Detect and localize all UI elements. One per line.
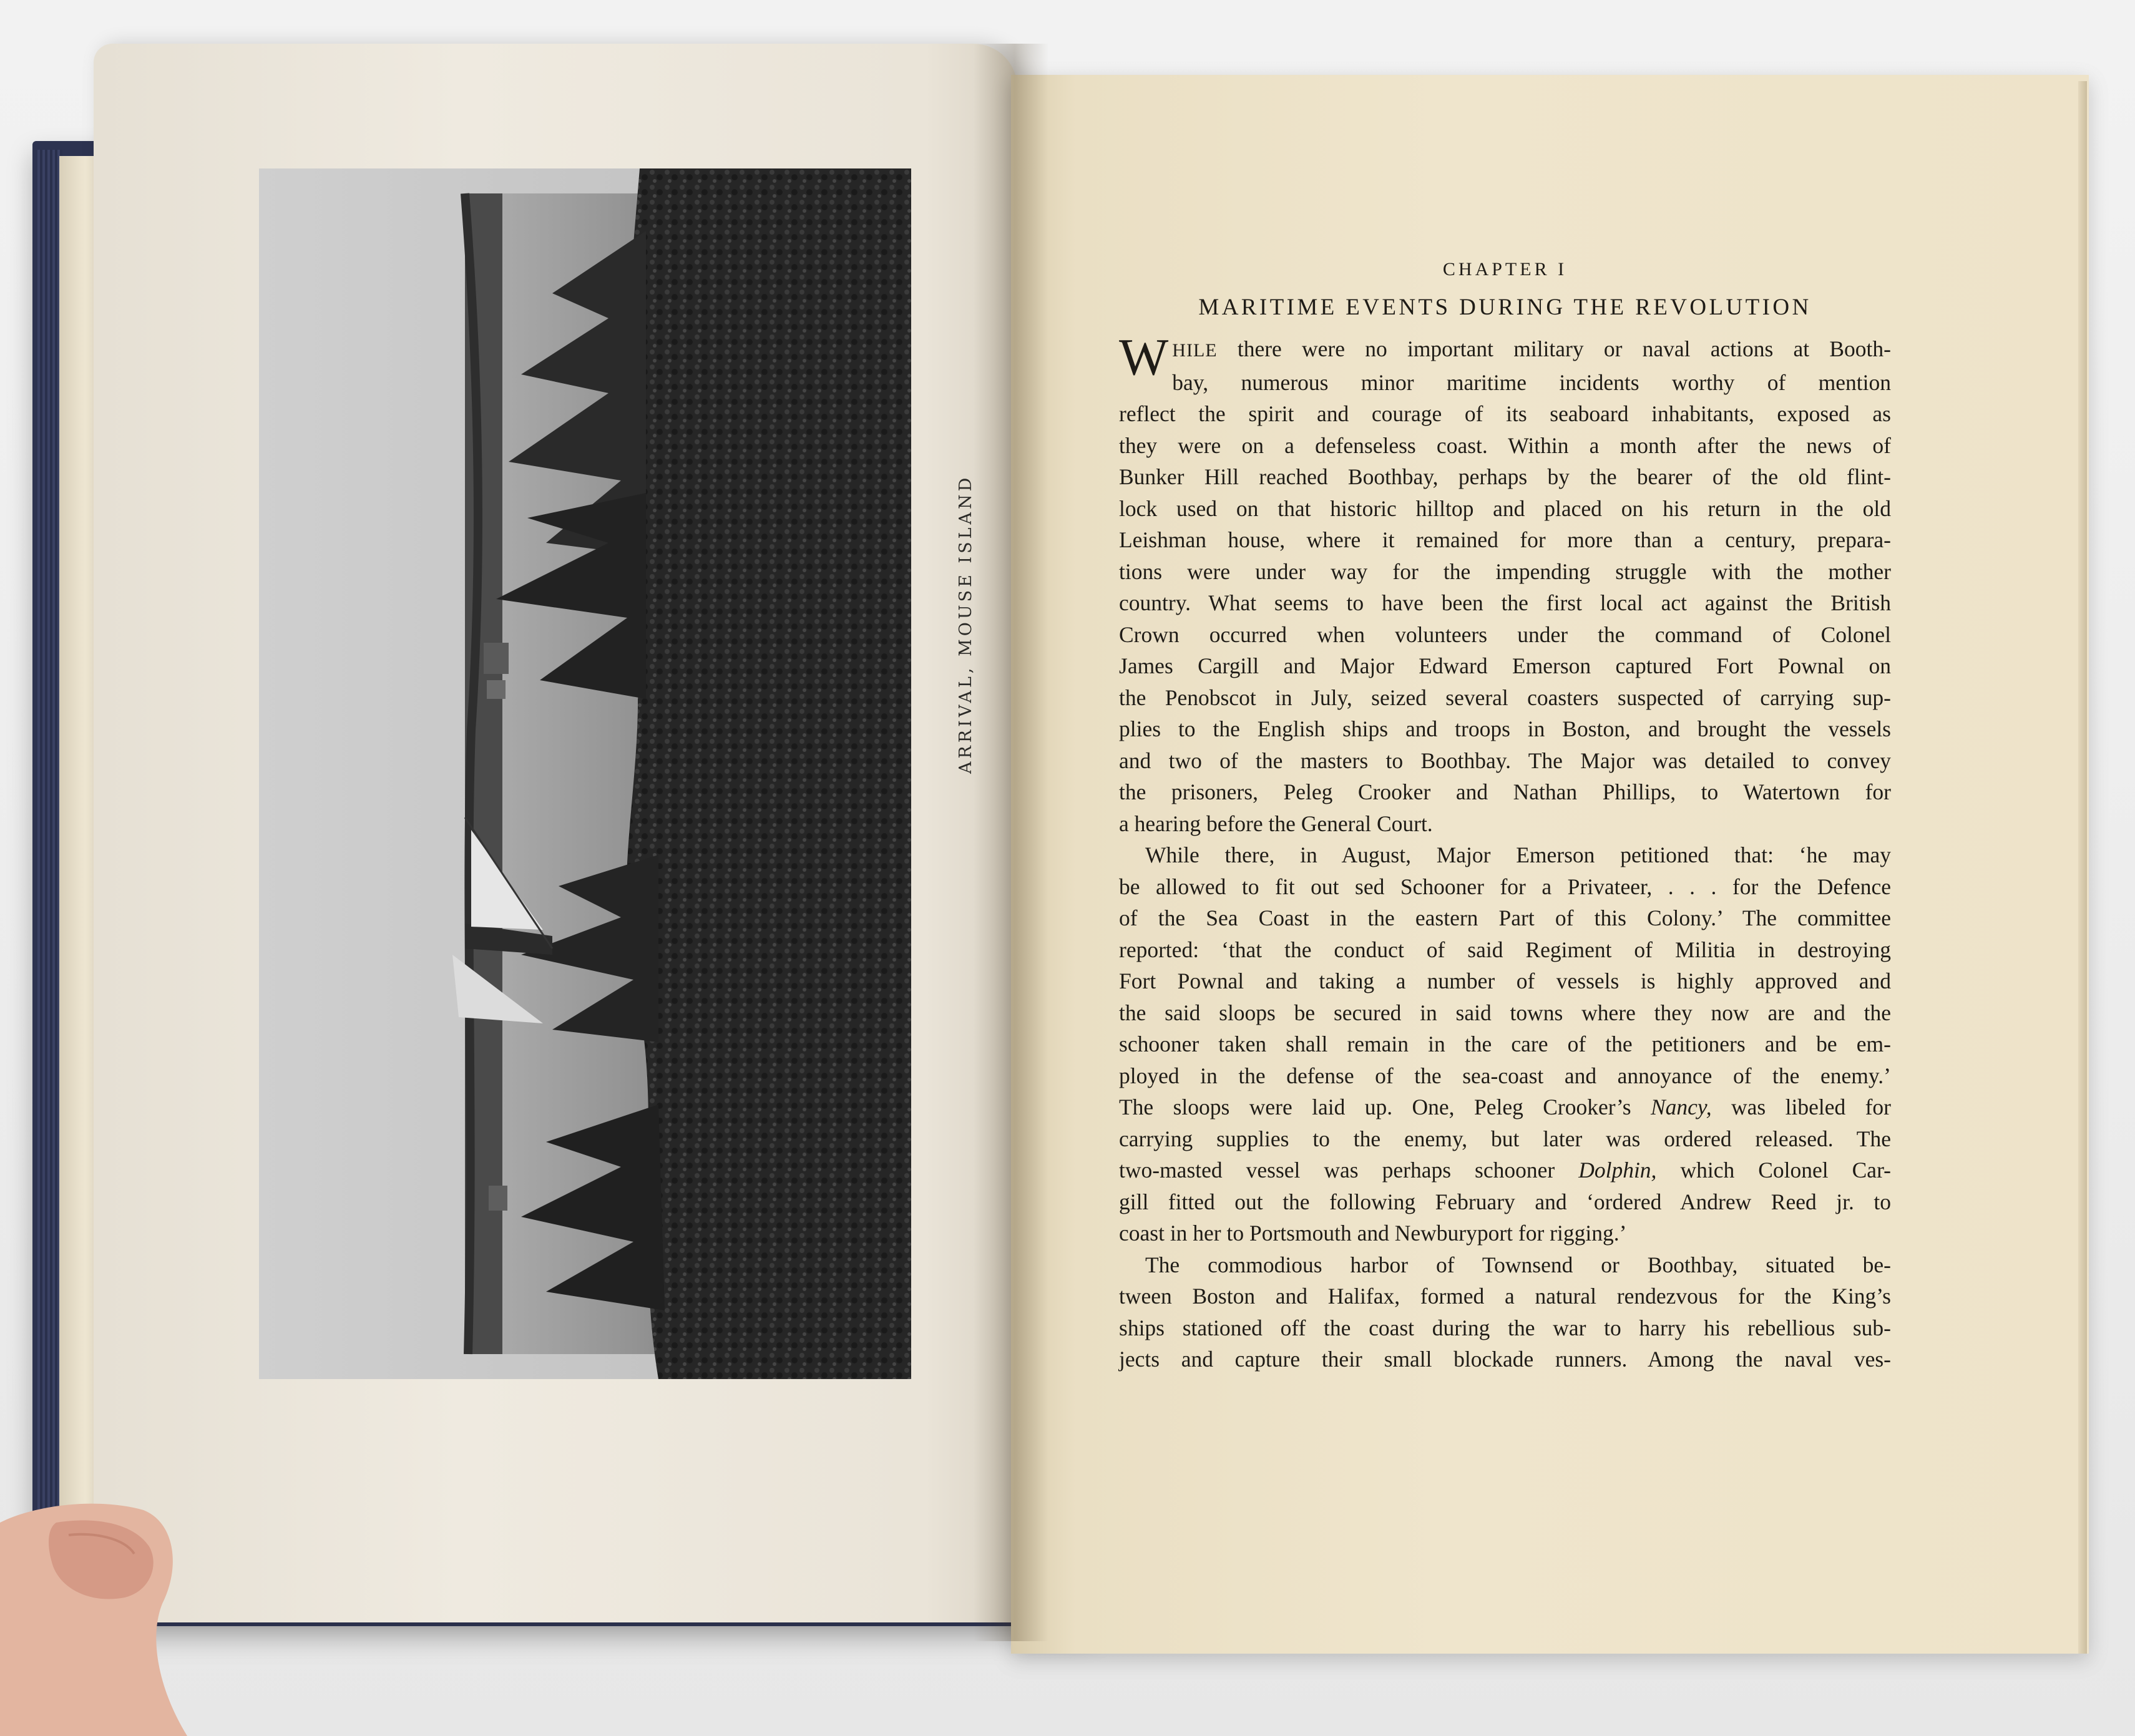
paragraph-1 [1119,328,1891,839]
text-line: Bunker Hill reached Boothbay, perhaps by the bearer of the old flint- [1119,464,1891,489]
text-line: and two of the masters to Boothbay. The Major was detailed to convey [1119,748,1891,773]
text-line-content: The sloops were laid up. One, Peleg Crooker’s [1119,1095,1631,1119]
text-line: The commodious harbor of Townsend or Boothbay, situated be- [1145,1252,1891,1277]
text-line: reflect the spirit and courage of its seaboard inhabitants, exposed as [1119,401,1891,426]
text-line [1119,333,1891,367]
small-caps-word: HILE [1172,340,1218,361]
text-line-content: there were no important military or naval actions at Booth- [1237,336,1891,361]
text-line: James Cargill and Major Edward Emerson captured Fort Pownal on [1119,653,1891,678]
text-line: While there, in August, Major Emerson petitioned that: ‘he may [1145,842,1891,867]
vessel-name-italic: Nancy, [1650,1095,1712,1119]
chapter-label: CHAPTER I [1442,259,1568,280]
text-line: Fort Pownal and taking a number of vessels is highly approved and [1119,968,1891,993]
text-line: gill fitted out the following February and ‘ordered Andrew Reed jr. to [1119,1189,1891,1214]
text-line: carrying supplies to the enemy, but later was ordered released. The [1119,1126,1891,1151]
page-edges-right [2078,81,2087,1654]
text-line: be allowed to fit out sed Schooner for a Privateer, . . . for the Defence [1119,874,1891,899]
text-line: the Penobscot in July, seized several coasters suspected of carrying sup- [1119,685,1891,710]
text-line: tions were under way for the impending struggle with the mother [1119,558,1891,584]
chapter-text-block [1119,259,1891,1375]
paragraph-2 [1119,839,1891,1249]
text-line: reported: ‘that the conduct of said Regiment of Militia in destroying [1119,937,1891,962]
landscape-photo-image [259,168,911,1379]
text-line: ployed in the defense of the sea-coast and annoyance of the enemy.’ [1119,1063,1891,1088]
text-line: they were on a defenseless coast. Within a month after the news of [1119,432,1891,458]
plate-photograph [259,168,911,1379]
chapter-title: MARITIME EVENTS DURING THE REVOLUTION [1198,295,1812,320]
text-line-content: two-masted vessel was perhaps schooner [1119,1158,1555,1183]
text-line: coast in her to Portsmouth and Newburyport for rigging.’ [1119,1221,1627,1246]
text-line: Leishman house, where it remained for more than a century, prepara- [1119,527,1891,552]
vessel-name-italic: Dolphin, [1578,1158,1657,1183]
text-line: schooner taken shall remain in the care of the petitioners and be em- [1119,1031,1891,1056]
text-line: tween Boston and Halifax, formed a natural rendezvous for the King’s [1119,1284,1891,1309]
text-line: ships stationed off the coast during the war to harry his rebellious sub- [1119,1315,1891,1340]
text-line: the prisoners, Peleg Crooker and Nathan Phillips, to Watertown for [1119,779,1891,804]
text-line: lock used on that historic hilltop and placed on his return in the old [1119,495,1891,521]
text-line: a hearing before the General Court. [1119,811,1433,836]
text-line: the said sloops be secured in said towns where they now are and the [1119,1000,1891,1025]
text-line [1119,1091,1891,1123]
text-line: bay, numerous minor maritime incidents worthy of mention [1172,369,1891,395]
text-line [1119,1154,1891,1186]
text-line-content: was libeled for [1731,1095,1891,1119]
book-spine-cloth [37,150,62,1579]
text-line: Crown occurred when volunteers under the command of Colonel [1119,622,1891,647]
text-line-content: which Colonel Car- [1680,1158,1891,1183]
text-line: jects and capture their small blockade runners. Among the naval ves- [1119,1347,1891,1372]
text-line: country. What seems to have been the first local act against the British [1119,590,1891,615]
hand-thumb [0,1498,187,1736]
text-line: of the Sea Coast in the eastern Part of this Colony.’ The committee [1119,905,1891,930]
text-line: plies to the English ships and troops in Boston, and brought the vessels [1119,716,1891,741]
book-gutter-shadow [974,44,1048,1641]
paragraph-3 [1119,1249,1891,1375]
drop-cap: W [1119,328,1169,386]
